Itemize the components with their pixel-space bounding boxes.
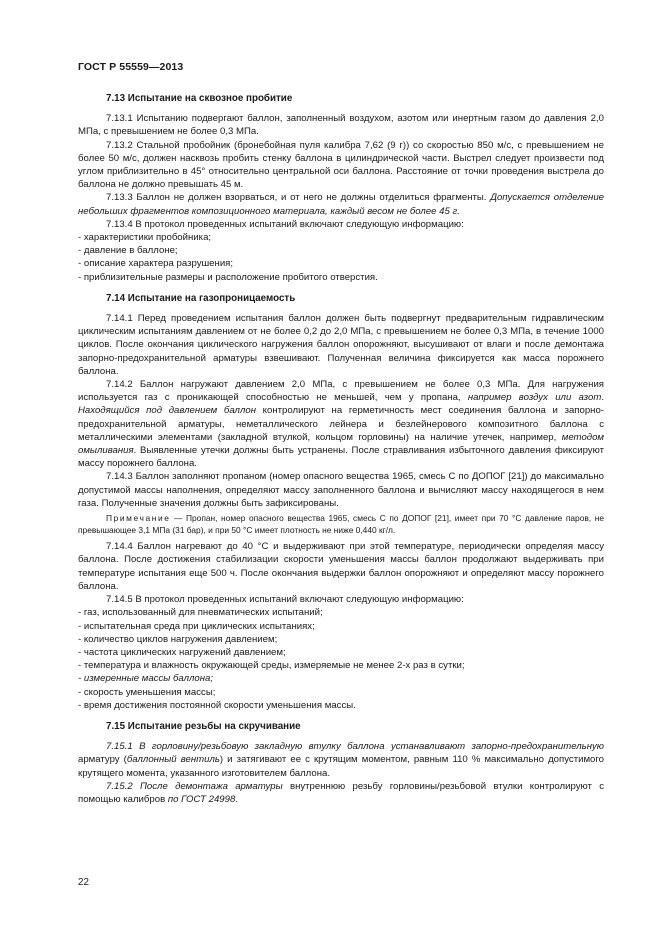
text-run: . Выявленные утечки должны быть устранены. После стравливания избыточного давления фиксируют массу порожнего баллона. [78,445,604,470]
paragraph-7-15-2 [78,780,604,806]
list-item: - количество циклов нагружения давлением; [78,633,278,645]
italic-text-run: 7.15.2 После демонтажа арматуры [106,780,283,792]
italic-text-run: Допускается отделение небольших фрагментов композиционного материала, каждый весом не более 45 г. [78,192,605,217]
italic-text-run: по ГОСТ 24998 [167,793,236,805]
text-run: 7.13.3 Баллон не должен взорваться, и от него не должны отделиться фрагменты. [106,192,491,204]
italic-text-run: 7.15.1 В горловину/резьбовую закладную втулку баллона устанавливают запорно-предохранительную [106,741,604,753]
note-label: Примечание [106,513,171,524]
section-heading-7-14: 7.14 Испытание на газопроницаемость [106,292,296,304]
italic-text-run: например воздух или азот [467,392,602,404]
note-text: — Пропан, номер опасного вещества 1965, смесь С по ДОПОГ [21], имеет при 70 °С давление паров, не превышающее 3,1 МПа (31 бар), и при 50 °С имеет плотность не ниже 0,440 кг/л. [78,513,604,535]
list-item: - давление в баллоне; [78,245,178,257]
paragraph-7-13-1: 7.13.1 Испытанию подвергают баллон, заполненный воздухом, азотом или инертным газом до давления 2,0 МПа, с превышением не более 0,3 МПа. [78,113,604,138]
italic-text-run: Находящийся под давлением баллон [78,405,256,417]
list-item: - характеристики пробойника; [78,232,212,244]
text-run: . [235,793,238,805]
text-run: 7.14.2 Баллон нагружают давлением 2,0 МПа, с превышением не более 0,3 МПа. Для нагружения используется газ с проникающей способностью не меньшей, чем у пропана, [78,379,604,404]
page-number: 22 [78,877,89,888]
list-item: - описание характера разрушения; [78,258,234,270]
text-run: арматуру ( [78,754,127,766]
paragraph-7-14-1: 7.14.1 Перед проведением испытания баллон должен быть подвергнут предварительным гидравлическим циклическим испытаниям давлением от не более 0,2 до 2,0 МПа, с превышением не более 0,3 МПа, в течение 1000 циклов. После окончания циклического нагружения баллон опорожняют, высушивают от влаги и после демонтажа запорно-предохранительной арматуры взвешивают. Полученная величина фиксируется как масса порожнего баллона. [78,313,604,377]
document-header: ГОСТ Р 55559—2013 [78,61,184,73]
list-item: - время достижения постоянной скорости уменьшения массы. [78,699,356,711]
text-run: ) и затягивают ее с крутящим моментом, равным 110 % максимально допустимого крутящего момента, указанного изготовителем баллона. [78,754,605,779]
list-item: - частота циклических нагружений давлением; [78,646,286,658]
text-run: . [601,392,604,404]
section-heading-7-13: 7.13 Испытание на сквозное пробитие [106,93,293,104]
paragraph-7-14-5: 7.14.5 В протокол проведенных испытаний включают следующую информацию: [106,594,464,606]
text-run: внутреннюю резьбу горловины/резьбовой втулки контролируют с помощью калибров [78,780,604,805]
note [78,513,604,536]
list-item: - газ, использованный для пневматических испытаний; [78,607,323,619]
paragraph-7-14-4: 7.14.4 Баллон нагревают до 40 °С и выдерживают при этой температуре, периодически определяя массу баллона. После достижения стабилизации скорости уменьшения массы баллон продолжают выдерживать при температуре испытания еще 500 ч. После окончания выдержки баллон опорожняют и определяют массу порожнего баллона. [78,541,604,592]
italic-text-run: методом омыливания [78,431,604,457]
text-run: контролируют на герметичность мест соединения баллона и запорно-предохранительной арматуры, неметаллического лейнера и безлейнерового композитного баллона с металлическими элементами (закладной втулкой, кольцом горловины) на наличие утечек, например, [78,405,604,443]
paragraph-7-13-2: 7.13.2 Стальной пробойник (бронебойная пуля калибра 7,62 (9 г)) со скоростью 850 м/с, с превышением не более 50 м/с, должен насквозь пробить стенку баллона в цилиндрической части. Выстрел следует произвести под углом приблизительно в 45° относительно центральной оси баллона. Расстояние от точки проведения выстрела до баллона не должно превышать 45 м. [78,139,604,191]
list-item: - приблизительные размеры и расположение пробитого отверстия. [78,271,378,283]
section-heading-7-15: 7.15 Испытание резьбы на скручивание [106,720,301,732]
paragraph-7-13-4: 7.13.4 В протокол проведенных испытаний включают следующую информацию: [106,218,464,230]
list-item: - температура и влажность окружающей среды, измеряемые не менее 2-х раз в сутки; [78,660,465,672]
list-item [78,672,604,685]
paragraph-7-13-3 [78,191,604,217]
paragraph-7-14-3: 7.14.3 Баллон заполняют пропаном (номер опасного вещества 1965, смесь С по ДОПОГ [21]) до максимально допустимой массы наполнения, определяют массу заполненного баллона и вычисляют массу находящегося в нем газа. Полученные значения должны быть зафиксированы. [78,471,604,509]
italic-text-run: баллонный вентиль [126,754,220,766]
list-item: - скорость уменьшения массы; [78,686,216,698]
italic-text-run: - измеренные массы баллона; [78,673,214,685]
paragraph-7-14-2 [78,378,604,470]
list-item: - испытательная среда при циклических испытаниях; [78,620,315,632]
document-body [78,92,604,806]
paragraph-7-15-1 [78,740,604,780]
